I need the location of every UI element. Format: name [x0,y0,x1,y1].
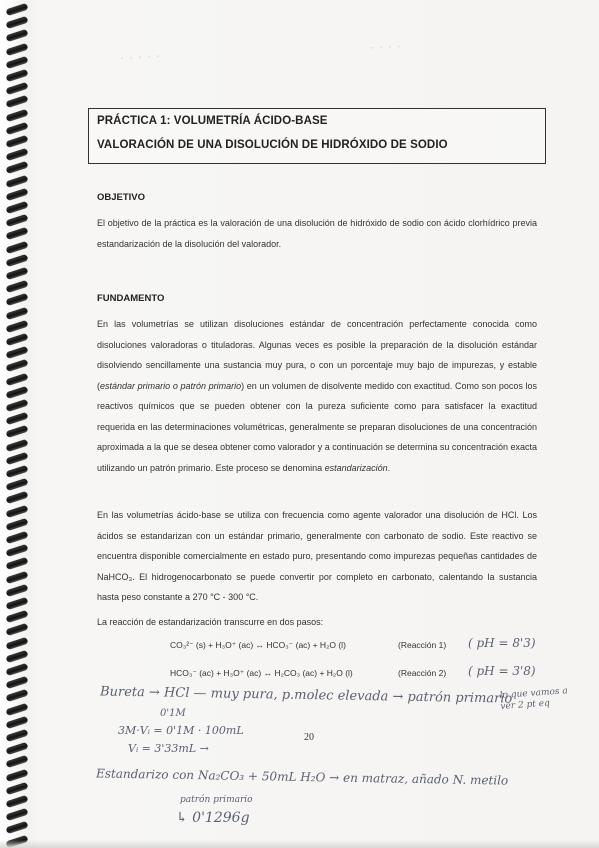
spiral-ring [5,333,28,346]
fundamento-paragraph-2 [97,505,537,608]
spiral-ring [5,201,28,214]
spiral-ring [5,702,28,715]
spiral-ring [5,531,28,544]
spiral-ring [5,135,28,148]
spiral-ring [5,636,28,649]
spiral-ring [5,663,28,676]
fundamento-paragraph-3 [97,612,537,633]
spiral-ring [5,623,28,636]
spiral-ring [5,478,28,491]
objetivo-heading: OBJETIVO [97,192,146,203]
reaction-1-ph-note: ( pH = 8'3) [468,636,536,650]
spiral-ring [5,650,28,663]
spiral-ring [5,346,28,359]
spiral-ring [5,227,28,240]
spiral-ring [5,597,28,610]
spiral-ring [5,584,28,597]
spiral-ring [5,689,28,702]
spiral-ring [5,161,28,174]
spiral-ring [5,95,28,108]
spiral-ring [5,518,28,531]
spiral-ring [5,782,28,795]
spiral-ring [5,174,28,187]
reaction-1-equation: CO₃²⁻ (s) + H₃O⁺ (ac) ↔ HCO₃⁻ (ac) + H₂O (l) [170,640,346,650]
practice-subtitle: VALORACIÓN DE UNA DISOLUCIÓN DE HIDRÓXIDO DE SODIO [97,139,448,151]
page-edge-shadow [0,840,599,848]
practice-title: PRÁCTICA 1: VOLUMETRÍA ÁCIDO-BASE [97,115,328,127]
spiral-ring [5,3,28,16]
handwritten-note-mass: ↳ 0'1296g [176,810,250,826]
spiral-ring [5,82,28,95]
spiral-ring [5,399,28,412]
spiral-ring [5,122,28,135]
spiral-ring [5,293,28,306]
spiral-ring [5,821,28,834]
spiral-ring [5,69,28,82]
reaction-2-label: (Reacción 2) [398,668,447,678]
fundamento-text-a: En las volumetrías se utilizan disoluciones estándar de concentración perfectamente conocida como disoluciones valoradoras o tituladoras. Algunas veces es posible la preparación de la disolución estándar disolviendo sencillamente una sustancia muy pura, o con un porcentaje muy bajo de impurezas, y estable ( [97,319,537,391]
spiral-ring [5,42,28,55]
spiral-ring [5,359,28,372]
spiral-ring [5,425,28,438]
patron-primario-term: estándar primario o patrón primario [100,380,242,391]
spiral-ring [5,240,28,253]
spiral-ring [5,280,28,293]
fundamento-paragraph-1 [97,314,537,478]
reaction-2-ph-note: ( pH = 3'8) [468,664,536,678]
spiral-ring [5,108,28,121]
objetivo-paragraph [97,213,537,254]
page-number: 20 [304,732,314,743]
spiral-ring [5,320,28,333]
spiral-binding [0,0,30,848]
spiral-ring [5,491,28,504]
spiral-ring [5,372,28,385]
spiral-ring [5,729,28,742]
spiral-ring [5,29,28,42]
spiral-ring [5,386,28,399]
spiral-ring [5,148,28,161]
spiral-ring [5,56,28,69]
handwritten-note-side: lo que vamos a ver 2 pt eq [499,686,569,712]
spiral-ring [5,544,28,557]
spiral-ring [5,742,28,755]
spiral-ring [5,716,28,729]
spiral-ring [5,412,28,425]
fundamento-text-b: ) en un volumen de disolvente medido con exactitud. Como son pocos los reactivos químicos que se pueden obtener con la pureza suficiente como para satisfacer la exactitud requerida en las determinaciones volumétricas, generalmente se preparan disoluciones de una concentración aproximada a la que se desea obtener como valorador y a continuación se determina su concentración exacta utilizando un patrón primario. Este proceso se denomina [97,380,537,473]
spiral-ring [5,795,28,808]
spiral-ring [5,465,28,478]
handwritten-calc-1: 3M·Vᵢ = 0'1M · 100mL [118,724,244,737]
spiral-ring [5,557,28,570]
fundamento-text-c: . [387,462,391,473]
reaction-2-equation: HCO₃⁻ (ac) + H₃O⁺ (ac) ↔ H₂CO₃ (ac) + H₂O (l) [170,668,353,678]
spiral-ring [5,452,28,465]
spiral-ring [5,610,28,623]
spiral-ring [5,16,28,29]
spiral-ring [5,755,28,768]
practice-title-box [88,108,546,164]
spiral-ring [5,254,28,267]
fundamento-text-3: La reacción de estandarización transcurre en dos pasos: [97,617,324,627]
bleed-through-text: · · · · · [119,48,161,68]
reaction-1-label: (Reacción 1) [398,640,447,650]
handwritten-note-standardize: Estandarizo con Na₂CO₃ + 50mL H₂O → en matraz, añado N. metilo [95,766,509,788]
spiral-ring [5,504,28,517]
spiral-ring [5,438,28,451]
spiral-ring [5,214,28,227]
spiral-ring [5,808,28,821]
bleed-through-text: · · · · [369,39,402,57]
spiral-ring [5,570,28,583]
handwritten-note-primary-standard: patrón primario [180,795,253,805]
handwritten-calc-2: Vᵢ = 3'33mL → [128,742,209,755]
spiral-ring [5,676,28,689]
estandarizacion-term: estandarización [324,462,388,473]
spiral-ring [5,768,28,781]
fundamento-text-2: En las volumetrías ácido-base se utiliza con frecuencia como agente valorador una disolución de HCl. Los ácidos se estandarizan con un estándar primario, generalmente con carbonato de sodio. Este reactivo se encuentra disponible comercialmente en estado puro, presentando como impurezas pequeñas cantidades de NaHCO₃. El hidrogenocarbonato se puede convertir por completo en carbonato, calentando la sustancia hasta peso constante a 270 °C - 300 °C. [97,510,537,602]
spiral-ring [5,306,28,319]
objetivo-text: El objetivo de la práctica es la valoración de una disolución de hidróxido de sodio con ácido clorhídrico previa estandarización de la disolución del valorador. [97,218,537,249]
spiral-ring [5,267,28,280]
spiral-ring [5,188,28,201]
handwritten-note-concentration: 0'1M [160,708,186,719]
fundamento-heading: FUNDAMENTO [97,293,165,304]
handwritten-note-buret: Bureta → HCl — muy pura, p.molec elevada → patrón primario [99,684,513,707]
